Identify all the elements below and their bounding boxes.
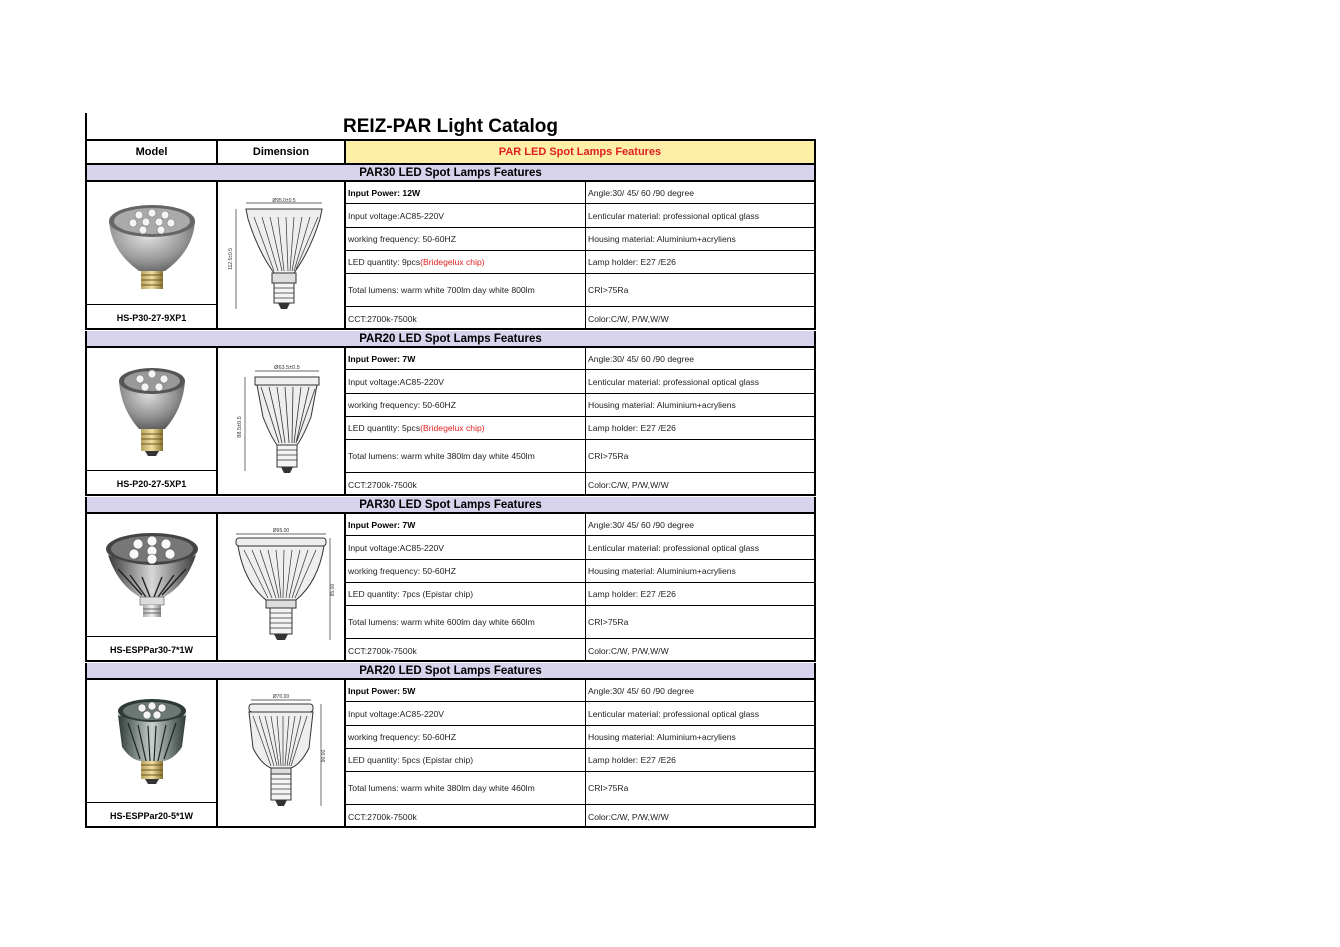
product-body — [85, 512, 816, 662]
feature-row — [346, 560, 816, 583]
working-frequency: working frequency: 50-60HZ — [346, 228, 586, 250]
housing-material: Housing material: Aluminium+acryliens — [588, 400, 736, 410]
dim-side-label: 88.5±0.5 — [237, 416, 243, 438]
feature-row — [346, 536, 816, 560]
color-options: Color:C/W, P/W,W/W — [588, 645, 669, 656]
lamp-photo-cell — [87, 348, 218, 471]
cct-range: CCT:2700k-7500k — [346, 307, 586, 330]
cri-value: CRI>75Ra — [588, 285, 629, 295]
beam-angle: Angle:30/ 45/ 60 /90 degree — [588, 353, 695, 364]
cct-range: CCT:2700k-7500k — [346, 639, 586, 662]
input-voltage: Input voltage:AC85-220V — [346, 370, 586, 393]
feature-row — [346, 394, 816, 417]
housing-material: Housing material: Aluminium+acryliens — [588, 566, 736, 576]
working-frequency: working frequency: 50-60HZ — [346, 726, 586, 748]
led-chip-brand: (Bridegelux chip) — [420, 257, 485, 267]
total-lumens: Total lumens: warm white 380lm day white 450lm — [346, 440, 586, 472]
header-model: Model — [87, 141, 218, 163]
dim-top-label: Ø70.00 — [272, 694, 290, 700]
feature-row — [346, 726, 816, 749]
led-quantity: LED quantity: 9pcs (Bridegelux chip) — [346, 251, 586, 273]
led-quantity: LED quantity: 5pcs (Bridegelux chip) — [346, 417, 586, 439]
feature-row — [346, 680, 816, 702]
section-band: PAR30 LED Spot Lamps Features — [85, 165, 816, 180]
lenticular-material: Lenticular material: professional optical glass — [588, 376, 760, 387]
feature-row — [346, 417, 816, 440]
total-lumens: Total lumens: warm white 380lm day white 460lm — [346, 772, 586, 804]
lamp-holder: Lamp holder: E27 /E26 — [588, 755, 676, 765]
led-chip-brand: (Bridegelux chip) — [420, 423, 485, 433]
lamp-photo-cell — [87, 182, 218, 305]
led-quantity: LED quantity: 5pcs (Epistar chip) — [346, 749, 586, 771]
section-band: PAR20 LED Spot Lamps Features — [85, 663, 816, 678]
dim-side-label: 112.5±0.5 — [228, 248, 234, 270]
lamp-photo-cell — [87, 514, 218, 637]
par30-lamp-photo — [103, 191, 201, 295]
feature-row — [346, 639, 816, 662]
feature-row — [346, 749, 816, 772]
feature-row — [346, 307, 816, 330]
product-body — [85, 180, 816, 330]
feature-row — [346, 182, 816, 204]
color-options: Color:C/W, P/W,W/W — [588, 479, 669, 490]
input-voltage: Input voltage:AC85-220V — [346, 204, 586, 227]
dimension-drawing-cell — [218, 514, 346, 662]
feature-row — [346, 370, 816, 394]
feature-row — [346, 440, 816, 473]
feature-row — [346, 251, 816, 274]
model-number: HS-P30-27-9XP1 — [87, 305, 218, 330]
input-power: Input Power: 7W — [346, 514, 586, 535]
color-options: Color:C/W, P/W,W/W — [588, 313, 669, 324]
feature-row — [346, 204, 816, 228]
feature-row — [346, 606, 816, 639]
lamp-holder: Lamp holder: E27 /E26 — [588, 423, 676, 433]
lamp-holder: Lamp holder: E27 /E26 — [588, 589, 676, 599]
feature-grid — [346, 348, 816, 496]
input-voltage: Input voltage:AC85-220V — [346, 536, 586, 559]
feature-row — [346, 583, 816, 606]
input-voltage: Input voltage:AC85-220V — [346, 702, 586, 725]
section-band: PAR20 LED Spot Lamps Features — [85, 331, 816, 346]
feature-row — [346, 473, 816, 496]
product-body — [85, 678, 816, 828]
par20-lamp-photo — [109, 357, 195, 461]
par20-finned-lamp-photo — [110, 693, 194, 789]
dimension-drawing-cell — [218, 182, 346, 330]
feature-row — [346, 348, 816, 370]
lenticular-material: Lenticular material: professional optical glass — [588, 708, 760, 719]
cri-value: CRI>75Ra — [588, 451, 629, 461]
dimension-drawing-cell — [218, 348, 346, 496]
lenticular-material: Lenticular material: professional optical glass — [588, 542, 760, 553]
led-quantity: LED quantity: 7pcs (Epistar chip) — [346, 583, 586, 605]
feature-grid — [346, 514, 816, 662]
feature-grid — [346, 182, 816, 330]
par20-dimension-drawing — [231, 361, 331, 483]
cri-value: CRI>75Ra — [588, 617, 629, 627]
par20-finned-dimension-drawing — [231, 692, 331, 816]
header-features: PAR LED Spot Lamps Features — [346, 141, 814, 163]
dim-top-label: Ø95.00 — [272, 528, 290, 534]
lamp-holder: Lamp holder: E27 /E26 — [588, 257, 676, 267]
feature-row — [346, 772, 816, 805]
cct-range: CCT:2700k-7500k — [346, 473, 586, 496]
model-number: HS-P20-27-5XP1 — [87, 471, 218, 496]
par30-finned-lamp-photo — [102, 527, 202, 623]
dim-side-label: 85.00 — [330, 583, 336, 597]
cct-range: CCT:2700k-7500k — [346, 805, 586, 828]
product-block-2 — [85, 331, 816, 496]
catalog-title: REIZ-PAR Light Catalog — [343, 116, 558, 137]
table-header — [85, 139, 816, 165]
feature-row — [346, 228, 816, 251]
input-power: Input Power: 5W — [346, 680, 586, 701]
working-frequency: working frequency: 50-60HZ — [346, 560, 586, 582]
total-lumens: Total lumens: warm white 700lm day white 800lm — [346, 274, 586, 306]
total-lumens: Total lumens: warm white 600lm day white 660lm — [346, 606, 586, 638]
feature-row — [346, 805, 816, 828]
input-power: Input Power: 12W — [346, 182, 586, 203]
input-power: Input Power: 7W — [346, 348, 586, 369]
header-dimension: Dimension — [218, 141, 346, 163]
dim-top-label: Ø63.5±0.5 — [274, 365, 300, 371]
feature-row — [346, 702, 816, 726]
feature-row — [346, 514, 816, 536]
dim-side-label: 90.00 — [321, 749, 327, 763]
housing-material: Housing material: Aluminium+acryliens — [588, 234, 736, 244]
color-options: Color:C/W, P/W,W/W — [588, 811, 669, 822]
cri-value: CRI>75Ra — [588, 783, 629, 793]
beam-angle: Angle:30/ 45/ 60 /90 degree — [588, 187, 695, 198]
working-frequency: working frequency: 50-60HZ — [346, 394, 586, 416]
dimension-drawing-cell — [218, 680, 346, 828]
par30-dimension-drawing — [226, 197, 336, 315]
lamp-photo-cell — [87, 680, 218, 803]
feature-grid — [346, 680, 816, 828]
product-block-3 — [85, 497, 816, 662]
product-body — [85, 346, 816, 496]
beam-angle: Angle:30/ 45/ 60 /90 degree — [588, 685, 695, 696]
model-number: HS-ESPPar20-5*1W — [87, 803, 218, 828]
par30-finned-dimension-drawing — [226, 526, 336, 650]
model-number: HS-ESPPar30-7*1W — [87, 637, 218, 662]
product-block-1 — [85, 165, 816, 330]
lenticular-material: Lenticular material: professional optical glass — [588, 210, 760, 221]
feature-row — [346, 274, 816, 307]
beam-angle: Angle:30/ 45/ 60 /90 degree — [588, 519, 695, 530]
housing-material: Housing material: Aluminium+acryliens — [588, 732, 736, 742]
section-band: PAR30 LED Spot Lamps Features — [85, 497, 816, 512]
dim-top-label: Ø95.0±0.5 — [272, 198, 296, 204]
product-block-4 — [85, 663, 816, 828]
